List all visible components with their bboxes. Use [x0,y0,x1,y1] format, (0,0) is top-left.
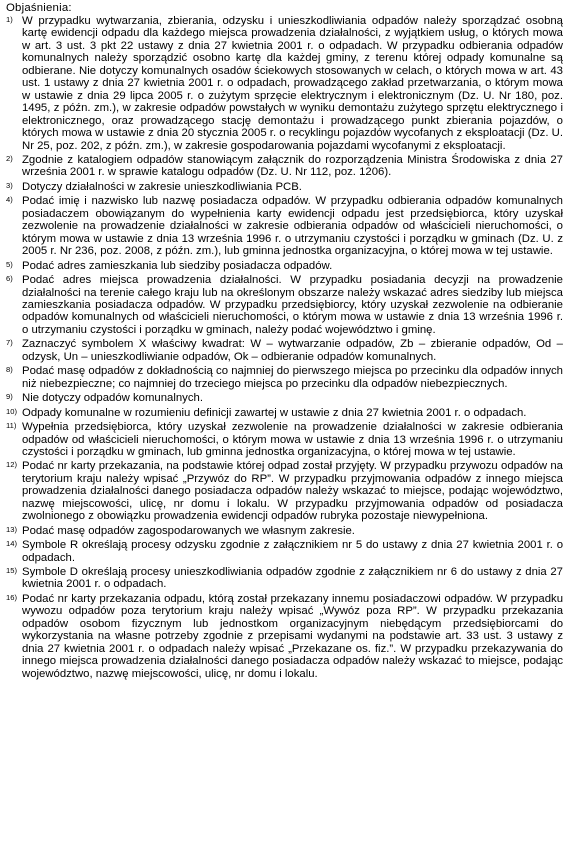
notes-heading: Objaśnienia: [6,2,72,14]
note-text: Podać nr karty przekazania, na podstawie której odpad został przyjęty. W przypadku przywozu odpadów na terytorium kraju należy wpisać „Przywóz do RP”. W przypadku przyjmowania odpadów z innego miejsca prowadzenia działalności danego posiadacza odpadów należy wskazać to miejsce, podając województwo, nazwę miejscowości, ulicę, nr domu i lokalu. W przypadku przyjmowania odpadów od posiadacza zwolnionego z obowiązku prowadzenia ewidencji odpadów rubryka pozostaje niewypełniona. [22,460,563,523]
note-item [6,154,563,181]
note-number: 10) [6,406,17,416]
notes-list [6,15,563,682]
note-number: 5) [6,259,13,269]
note-number: 8) [6,365,13,375]
note-item [6,407,563,421]
note-item [6,195,563,259]
note-item [6,525,563,539]
note-text: Podać adres miejsca prowadzenia działalności. W przypadku posiadania decyzji na prowadzenie działalności na terenie całego kraju lub na określonym obszarze należy wskazać adres siedziby lub miejsca zamieszkania posiadacza odpadów. W przypadku przedsiębiorcy, który uzyskał zezwolenie na odbieranie odpadów komunalnych od właścicieli nieruchomości, o którym mowa w ustawie z dnia 13 września 1996 r. o utrzymaniu czystości i porządku w gminach, należy podać województwo i gminę. [22,274,563,336]
note-text: Zgodnie z katalogiem odpadów stanowiącym załącznik do rozporządzenia Ministra Środowiska z dnia 27 września 2001 r. w sprawie katalogu odpadów (Dz. U. Nr 112, poz. 1206). [22,153,563,179]
note-number: 2) [6,153,13,163]
note-item [6,421,563,460]
note-number: 6) [6,274,13,284]
note-number: 1) [6,15,13,24]
note-text: Podać nr karty przekazania odpadu, którą został przekazany innemu posiadaczowi odpadów. W przypadku wywozu odpadów poza terytorium kraju należy wpisać „Wywóz poza RP”. W przypadku przekazania odpadów osobom fizycznym lub jednostkom organizacyjnym niebędącym przedsiębiorcami do wykorzystania na własne potrzeby zgodnie z przepisami wydanymi na podstawie art. 33 ust. 3 ustawy z dnia 27 kwietnia 2001 r. o odpadach należy wpisać „Przekazane os. fiz.”. W przypadku przekazywania do innego miejsca prowadzenia działalności danego posiadacza odpadów należy wskazać to miejsce, podając województwo, nazwę miejscowości, ulicę, nr domu i lokalu. [22,592,563,680]
note-text: Dotyczy działalności w zakresie unieszkodliwiania PCB. [22,180,302,193]
note-text: Podać masę odpadów zagospodarowanych we własnym zakresie. [22,524,355,537]
note-item [6,338,563,365]
note-item [6,365,563,392]
note-number: 12) [6,460,17,470]
note-item [6,566,563,593]
note-number: 15) [6,566,17,576]
note-number: 16) [6,592,17,602]
note-text: Wypełnia przedsiębiorca, który uzyskał zezwolenie na prowadzenie działalności w zakresie odbierania odpadów od właścicieli nieruchomości, o którym mowa w ustawie z dnia 13 września 1996 r. o utrzymaniu czystości i porządku w gminach, lub gminna jednostka organizacyjna, o której mowa w tej ustawie. [22,421,563,458]
note-number: 4) [6,195,13,205]
note-item [6,593,563,682]
note-number: 9) [6,392,13,402]
note-number: 14) [6,539,17,549]
note-item [6,181,563,195]
note-number: 11) [6,421,17,431]
note-item [6,15,563,154]
note-item [6,274,563,338]
note-number: 13) [6,524,17,534]
note-text: Symbole R określają procesy odzysku zgodnie z załącznikiem nr 5 do ustawy z dnia 27 kwietnia 2001 r. o odpadach. [22,539,563,564]
note-item [6,460,563,524]
note-number: 7) [6,338,13,348]
note-text: Odpady komunalne w rozumieniu definicji zawartej w ustawie z dnia 27 kwietnia 2001 r. o odpadach. [22,406,527,419]
note-text: Podać imię i nazwisko lub nazwę posiadacza odpadów. W przypadku odbierania odpadów komunalnych posiadaczem obowiązanym do wypełnienia karty ewidencji odpadu jest przedsiębiorca, który uzyskał zezwolenie na prowadzenie działalności w zakresie odbierania odpadów od właścicieli nieruchomości, o którym mowa w ustawie z dnia 13 września 1996 r. o utrzymaniu czystości i porządku w gminach (Dz. U. z 2005 r. Nr 236, poz. 2008, z późn. zm.), lub gminna jednostka organizacyjna, o której mowa w tej ustawie. [22,195,563,258]
note-text: Podać adres zamieszkania lub siedziby posiadacza odpadów. [22,259,333,272]
note-text: Nie dotyczy odpadów komunalnych. [22,392,203,405]
note-text: Symbole D określają procesy unieszkodliwiania odpadów zgodnie z załącznikiem nr 6 do ustawy z dnia 27 kwietnia 2001 r. o odpadach. [22,566,563,591]
note-item [6,539,563,566]
note-text: W przypadku wytwarzania, zbierania, odzysku i unieszkodliwiania odpadów należy sporządzać osobną kartę ewidencji odpadu dla każdego miejsca prowadzenia działalności, z wyjątkiem usług, o których mowa w art. 3 ust. 3 pkt 22 ustawy z dnia 27 kwietnia 2001 r. o odpadach. W przypadku odbierania odpadów komunalnych należy sporządzić osobno kartę dla każdej gminy, z terenu której odpady komunalne są odbierane. Nie dotyczy komunalnych osadów ściekowych stosowanych w celach, o których mowa w art. 43 ust. 1 ustawy z dnia 27 kwietnia 2001 r. o odpadach, prowadzącego zakład przetwarzania, o którym mowa w ustawie z dnia 29 lipca 2005 r. o zużytym sprzęcie elektrycznym i elektronicznym (Dz. U. Nr 180, poz. 1495, z późn. zm.), w zakresie odpadów powstałych w wyniku demontażu zużytego sprzętu elektrycznego i elektronicznego, oraz prowadzącego stację demontażu i prowadzącego punkt zbierania pojazdów, o których mowa w ustawie z dnia 20 stycznia 2005 r. o recyklingu pojazdów wycofanych z eksploatacji (Dz. U. Nr 25, poz. 202, z późn. zm.), w zakresie gospodarowania pojazdami wycofanymi z eksploatacji. [22,15,563,152]
note-text: Podać masę odpadów z dokładnością co najmniej do pierwszego miejsca po przecinku dla odpadów innych niż niebezpieczne; co najmniej do trzeciego miejsca po przecinku dla odpadów niebezpiecznych. [22,365,563,390]
note-text: Zaznaczyć symbolem X właściwy kwadrat: W – wytwarzanie odpadów, Zb – zbieranie odpadów, Od – odzysk, Un – unieszkodliwianie odpadów, Ok – odbieranie odpadów komunalnych. [22,338,563,363]
note-number: 3) [6,180,13,190]
note-item [6,392,563,406]
note-item [6,260,563,274]
